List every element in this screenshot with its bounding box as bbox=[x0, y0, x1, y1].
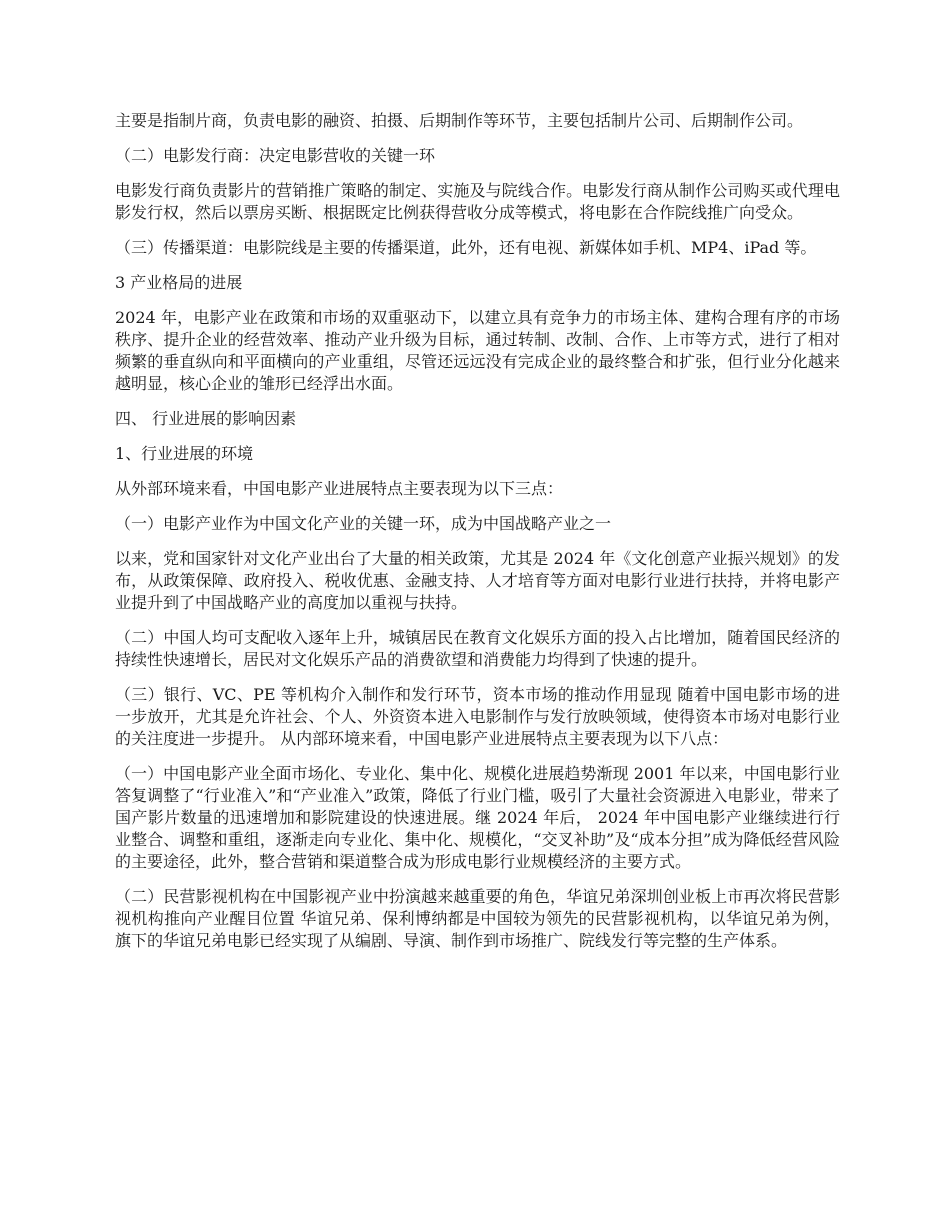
paragraph-channels: （三）传播渠道：电影院线是主要的传播渠道，此外，还有电视、新媒体如手机、MP4、iPad 等。 bbox=[115, 238, 817, 257]
subheading-environment: 1、行业进展的环境 bbox=[115, 444, 254, 463]
paragraph-income: （二）中国人均可支配收入逐年上升，城镇居民在教育文化娱乐方面的投入占比增加，随着国民经济的持续性快速增长，居民对文化娱乐产品的消费欲望和消费能力均得到了快速的提升。 bbox=[115, 628, 840, 669]
subheading-distributor: （二）电影发行商：决定电影营收的关键一环 bbox=[115, 146, 436, 165]
paragraph-distributor: 电影发行商负责影片的营销推广策略的制定、实施及与院线合作。电影发行商从制作公司购买或代理电影发行权，然后以票房买断、根据既定比例获得营收分成等模式，将电影在合作院线推广向受众。 bbox=[115, 181, 840, 222]
paragraph-capital: （三）银行、VC、PE 等机构介入制作和发行环节，资本市场的推动作用显现 随着中国电影市场的进一步放开，尤其是允许社会、个人、外资资本进入电影制作与发行放映领域，使得资本市场对电影行业的关注度进一步提升。 从内部环境来看，中国电影产业进展特点主要表现为以下八点： bbox=[115, 685, 840, 748]
section-heading-industry-structure: 3 产业格局的进展 bbox=[115, 273, 243, 292]
paragraph-production: 主要是指制片商，负责电影的融资、拍摄、后期制作等环节，主要包括制片公司、后期制作公司。 bbox=[115, 111, 804, 130]
paragraph-industry-structure: 2024 年，电影产业在政策和市场的双重驱动下，以建立具有竞争力的市场主体、建构合理有序的市场秩序、提升企业的经营效率、推动产业升级为目标，通过转制、改制、合作、上市等方式，进行了相对频繁的垂直纵向和平面横向的产业重组，尽管还远远没有完成企业的最终整合和扩张，但行业分化越来越明显，核心企业的雏形已经浮出水面。 bbox=[115, 308, 840, 393]
paragraph-external-intro: 从外部环境来看，中国电影产业进展特点主要表现为以下三点： bbox=[115, 479, 564, 498]
section-heading-factors: 四、 行业进展的影响因素 bbox=[115, 409, 297, 428]
paragraph-policy: 以来，党和国家针对文化产业出台了大量的相关政策，尤其是 2024 年《文化创意产业振兴规划》的发布，从政策保障、政府投入、税收优惠、金融支持、人才培育等方面对电影行业进行扶持，并将电影产业提升到了中国战略产业的高度加以重视与扶持。 bbox=[115, 549, 840, 612]
paragraph-private-studios: （二）民营影视机构在中国影视产业中扮演越来越重要的角色，华谊兄弟深圳创业板上市再次将民营影视机构推向产业醒目位置 华谊兄弟、保利博纳都是中国较为领先的民营影视机构，以华谊兄弟为例，旗下的华谊兄弟电影已经实现了从编剧、导演、制作到市场推广、院线发行等完整的生产体系。 bbox=[115, 887, 840, 950]
document-body bbox=[115, 110, 840, 965]
paragraph-marketization: （一）中国电影产业全面市场化、专业化、集中化、规模化进展趋势渐现 2001 年以来，中国电影行业答复调整了“行业准入”和“产业准入”政策，降低了行业门槛，吸引了大量社会资源进入电影业，带来了国产影片数量的迅速增加和影院建设的快速进展。继 2024 年后， 2024 年中国电影产业继续进行行业整合、调整和重组，逐渐走向专业化、集中化、规模化，“交叉补助”及“成本分担”成为降低经营风险的主要途径，此外，整合营销和渠道整合成为形成电影行业规模经济的主要方式。 bbox=[115, 764, 840, 871]
subheading-strategic-industry: （一）电影产业作为中国文化产业的关键一环，成为中国战略产业之一 bbox=[115, 514, 612, 533]
